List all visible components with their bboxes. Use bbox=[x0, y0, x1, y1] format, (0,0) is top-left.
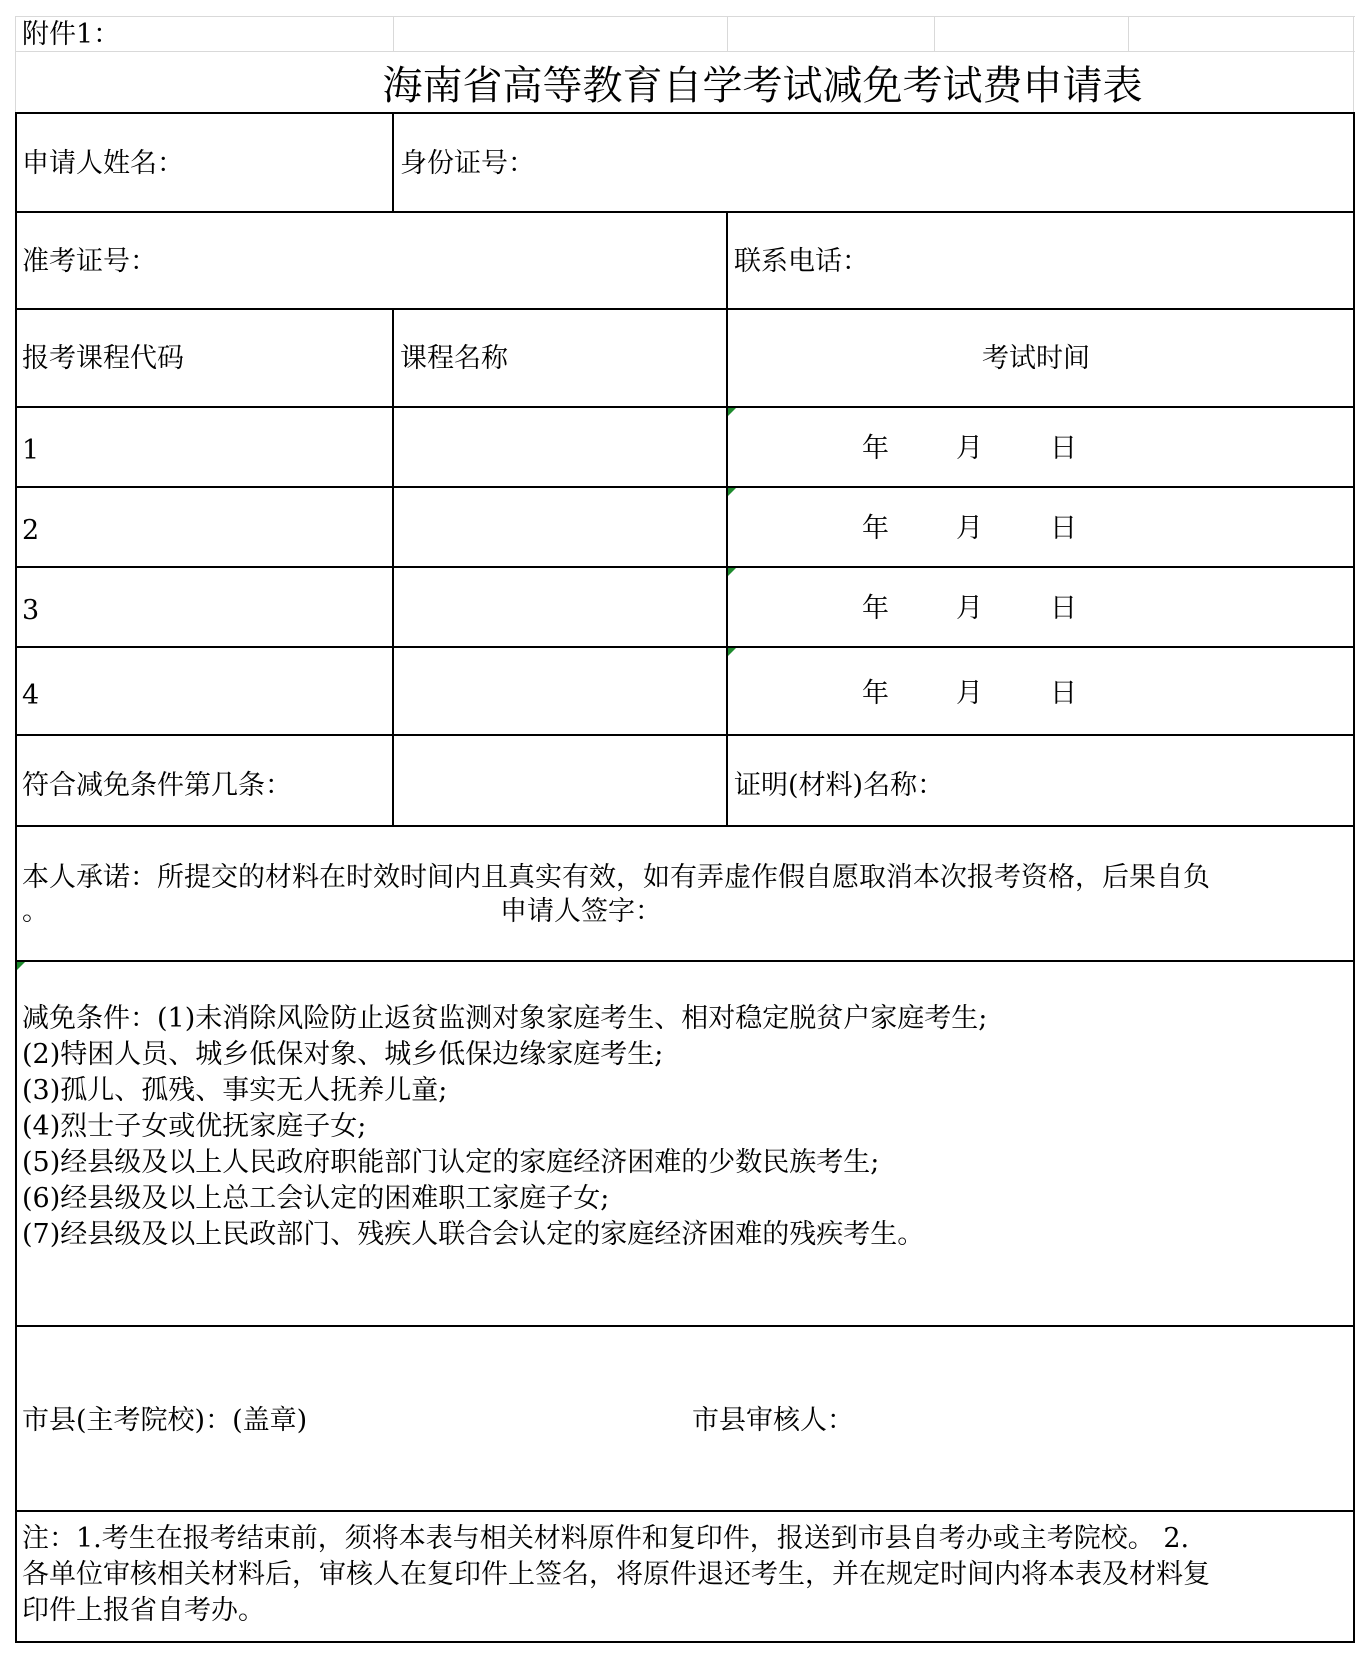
comment-marker bbox=[728, 648, 736, 656]
condition-number-label: 符合减免条件第几条： bbox=[22, 770, 292, 801]
county-reviewer-label: 市县审核人： bbox=[692, 1405, 854, 1436]
condition-item: (3)孤儿、孤残、事实无人抚养儿童; bbox=[22, 1075, 448, 1106]
gridline bbox=[727, 16, 728, 52]
course-row-index: 1 bbox=[22, 435, 40, 466]
condition-item: (4)烈士子女或优抚家庭子女; bbox=[22, 1111, 367, 1142]
table-border bbox=[15, 1641, 1355, 1643]
day-label: 日 bbox=[1050, 433, 1077, 464]
row-line bbox=[15, 211, 1355, 213]
row-line bbox=[15, 566, 1355, 568]
admission-ticket-label: 准考证号： bbox=[22, 246, 157, 277]
condition-item: 减免条件：(1)未消除风险防止返贫监测对象家庭考生、相对稳定脱贫户家庭考生; bbox=[22, 1003, 988, 1034]
day-label: 日 bbox=[1050, 513, 1077, 544]
attachment-label: 附件1： bbox=[22, 19, 121, 50]
course-row-index: 2 bbox=[22, 515, 40, 546]
row-line bbox=[15, 1325, 1355, 1327]
month-label: 月 bbox=[956, 433, 983, 464]
comment-marker bbox=[728, 568, 736, 576]
gridline bbox=[15, 16, 1355, 17]
column-line bbox=[392, 112, 394, 212]
row-line bbox=[15, 308, 1355, 310]
table-border bbox=[15, 112, 17, 1643]
promise-mark: 。 bbox=[22, 896, 49, 927]
condition-item: (5)经县级及以上人民政府职能部门认定的家庭经济困难的少数民族考生; bbox=[22, 1147, 880, 1178]
comment-marker bbox=[728, 408, 736, 416]
month-label: 月 bbox=[956, 593, 983, 624]
gridline bbox=[1128, 16, 1129, 52]
gridline bbox=[15, 51, 1355, 52]
column-line bbox=[726, 308, 728, 826]
comment-marker bbox=[728, 488, 736, 496]
row-line bbox=[15, 825, 1355, 827]
form-title: 海南省高等教育自学考试减免考试费申请表 bbox=[382, 63, 1143, 109]
year-label: 年 bbox=[862, 678, 889, 709]
id-number-label: 身份证号： bbox=[400, 148, 535, 179]
note-line: 印件上报省自考办。 bbox=[22, 1595, 265, 1626]
day-label: 日 bbox=[1050, 593, 1077, 624]
note-line: 注：1.考生在报考结束前，须将本表与相关材料原件和复印件，报送到市县自考办或主考院校。 2. bbox=[22, 1523, 1190, 1554]
column-line bbox=[726, 211, 728, 309]
row-line bbox=[15, 406, 1355, 408]
phone-label: 联系电话： bbox=[734, 246, 869, 277]
applicant-name-label: 申请人姓名： bbox=[22, 148, 184, 179]
row-line bbox=[15, 646, 1355, 648]
course-name-header: 课程名称 bbox=[400, 343, 508, 374]
comment-marker bbox=[17, 962, 25, 970]
condition-item: (6)经县级及以上总工会认定的困难职工家庭子女; bbox=[22, 1183, 610, 1214]
year-label: 年 bbox=[862, 513, 889, 544]
exam-time-header: 考试时间 bbox=[982, 343, 1090, 374]
row-line bbox=[15, 1510, 1355, 1512]
year-label: 年 bbox=[862, 433, 889, 464]
note-line: 各单位审核相关材料后，审核人在复印件上签名，将原件退还考生，并在规定时间内将本表及材料复 bbox=[22, 1559, 1210, 1590]
year-label: 年 bbox=[862, 593, 889, 624]
proof-name-label: 证明(材料)名称： bbox=[734, 770, 945, 801]
table-border bbox=[15, 112, 1355, 114]
notes bbox=[22, 1521, 1210, 1629]
course-row-index: 4 bbox=[22, 680, 40, 711]
course-row-index: 3 bbox=[22, 595, 40, 626]
month-label: 月 bbox=[956, 513, 983, 544]
course-code-header: 报考课程代码 bbox=[22, 343, 184, 374]
table-border bbox=[1353, 112, 1355, 1643]
row-line bbox=[15, 734, 1355, 736]
promise-statement: 本人承诺：所提交的材料在时效时间内且真实有效，如有弄虚作假自愿取消本次报考资格，后果自负 bbox=[22, 862, 1210, 893]
row-line bbox=[15, 486, 1355, 488]
month-label: 月 bbox=[956, 678, 983, 709]
gridline bbox=[393, 16, 394, 52]
conditions-list bbox=[22, 1001, 987, 1253]
column-line bbox=[392, 308, 394, 826]
row-line bbox=[15, 960, 1355, 962]
day-label: 日 bbox=[1050, 678, 1077, 709]
gridline bbox=[934, 16, 935, 52]
signature-label: 申请人签字： bbox=[500, 896, 662, 927]
condition-item: (7)经县级及以上民政部门、残疾人联合会认定的家庭经济困难的残疾考生。 bbox=[22, 1219, 925, 1250]
county-school-stamp-label: 市县(主考院校)：(盖章) bbox=[22, 1405, 308, 1436]
condition-item: (2)特困人员、城乡低保对象、城乡低保边缘家庭考生; bbox=[22, 1039, 664, 1070]
